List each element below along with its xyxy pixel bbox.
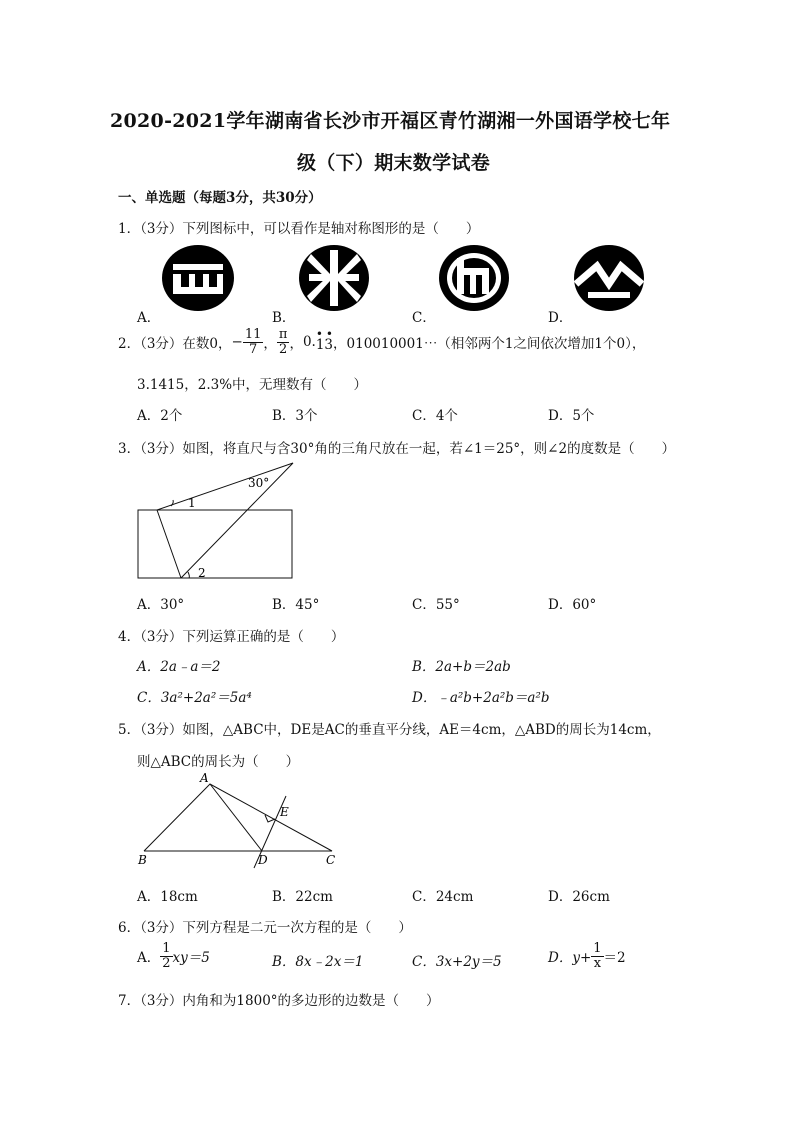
q3-option-d[interactable]: D．60° (548, 597, 597, 613)
section-heading: 一、单选题（每题3分，共30分） (118, 190, 322, 206)
q2-option-b[interactable]: B．3个 (272, 408, 318, 424)
q2-repeating-digits: •• 13 (315, 327, 336, 354)
q2-repeat-value: 13 (315, 337, 334, 354)
q2-f1-num: 11 (244, 327, 262, 342)
q2-prefix: 2．（3分）在数0， (118, 336, 232, 353)
q5-label-b: B (138, 853, 147, 867)
q5-label-d: D (258, 853, 268, 867)
q3-option-b[interactable]: B．45° (272, 597, 320, 613)
q6-option-c[interactable]: C．3x+2y＝5 (412, 954, 502, 970)
question-2-line2: 3.1415，2.3%中，无理数有（ ） (137, 377, 368, 393)
q6-option-a[interactable] (137, 942, 210, 970)
q5-option-c[interactable]: C．24cm (412, 889, 474, 905)
question-7-stem: 7．（3分）内角和为1800°的多边形的边数是（ ） (118, 993, 440, 1009)
q6-option-b[interactable]: B．8x﹣2x＝1 (272, 954, 364, 970)
q2-rest: ，010010001⋯（相邻两个1之间依次增加1个0）， (333, 336, 646, 353)
page-title-line2: 级（下）期末数学试卷 (297, 152, 491, 174)
q2-f2-num: π (278, 327, 288, 342)
q2-neg: − (231, 334, 243, 351)
q5-label-c: C (326, 853, 336, 867)
q1-option-b[interactable]: B． (272, 310, 296, 326)
question-4-stem: 4．（3分）下列运算正确的是（ ） (118, 629, 345, 645)
q6-option-d[interactable] (548, 942, 626, 970)
q2-option-d[interactable]: D．5个 (548, 408, 595, 424)
logo-c-icon (437, 244, 511, 312)
q1-option-d[interactable]: D． (548, 310, 573, 326)
q6-a-den: 2 (162, 955, 171, 971)
q5-option-d[interactable]: D．26cm (548, 889, 610, 905)
q2-option-c[interactable]: C．4个 (412, 408, 458, 424)
question-1-stem: 1．（3分）下列图标中，可以看作是轴对称图形的是（ ） (118, 221, 480, 237)
q6-d-num: 1 (593, 941, 602, 956)
question-2-stem: 2．（3分）在数0， − $\frac{11}{7}$ ， $\frac{\pi}{2}$ ， 0. •• 13 ，010010001⋯（相邻两个1之间依次增加1个0）， (118, 327, 646, 357)
question-6-stem: 6．（3分）下列方程是二元一次方程的是（ ） (118, 920, 412, 936)
page-title-line1: 2020-2021学年湖南省长沙市开福区青竹湖湘一外国语学校七年 (110, 110, 671, 132)
q6-d-den: x (593, 955, 602, 971)
q2-option-a[interactable]: A．2个 (137, 408, 183, 424)
q2-decimal: 0. (302, 334, 316, 351)
q6-d-prefix: D．y+ (548, 950, 592, 967)
q2-f2-den: 2 (279, 341, 288, 357)
logo-a-icon (160, 244, 238, 312)
q6-a-num: 1 (162, 941, 171, 956)
q5-option-b[interactable]: B．22cm (272, 889, 333, 905)
q3-label-2: 2 (198, 566, 206, 580)
question-5-line1: 5．（3分）如图，△ABC中，DE是AC的垂直平分线，AE＝4cm，△ABD的周长为14cm， (118, 722, 661, 738)
q2-fraction-pi-2 (277, 328, 290, 356)
q4-option-c[interactable]: C．3a²+2a²＝5a⁴ (137, 690, 252, 706)
q1-option-c[interactable]: C． (412, 310, 436, 326)
q6-a-fraction (160, 942, 172, 970)
logo-d-icon (572, 244, 646, 312)
q3-option-c[interactable]: C．55° (412, 597, 460, 613)
q6-a-prefix: A． (137, 950, 161, 967)
q5-label-e: E (280, 805, 289, 819)
q4-option-a[interactable]: A．2a﹣a＝2 (137, 659, 221, 675)
q5-label-a: A (200, 771, 209, 785)
q5-triangle-figure (130, 770, 345, 870)
q5-option-a[interactable]: A．18cm (137, 889, 198, 905)
q2-f1-den: 7 (248, 341, 258, 357)
q4-option-d[interactable]: D．﹣a²b+2a²b＝a²b (412, 690, 550, 706)
q2-fraction-11-7 (243, 328, 264, 356)
q3-option-a[interactable]: A．30° (137, 597, 185, 613)
q6-a-rest: xy＝5 (172, 950, 210, 967)
q4-option-b[interactable]: B．2a+b＝2ab (412, 659, 511, 675)
q6-d-fraction (591, 942, 603, 970)
q1-option-a[interactable]: A． (137, 310, 161, 326)
logo-b-icon (297, 244, 371, 312)
q3-ruler-triangle-figure (130, 455, 305, 585)
q3-angle-label: 30° (248, 476, 270, 490)
question-3-stem: 3．（3分）如图，将直尺与含30°角的三角尺放在一起，若∠1＝25°，则∠2的度数是（ ） (118, 441, 676, 457)
question-5-line2: 则△ABC的周长为（ ） (137, 754, 300, 770)
q6-d-rest: ＝2 (603, 950, 626, 967)
q3-label-1: 1 (188, 496, 196, 510)
